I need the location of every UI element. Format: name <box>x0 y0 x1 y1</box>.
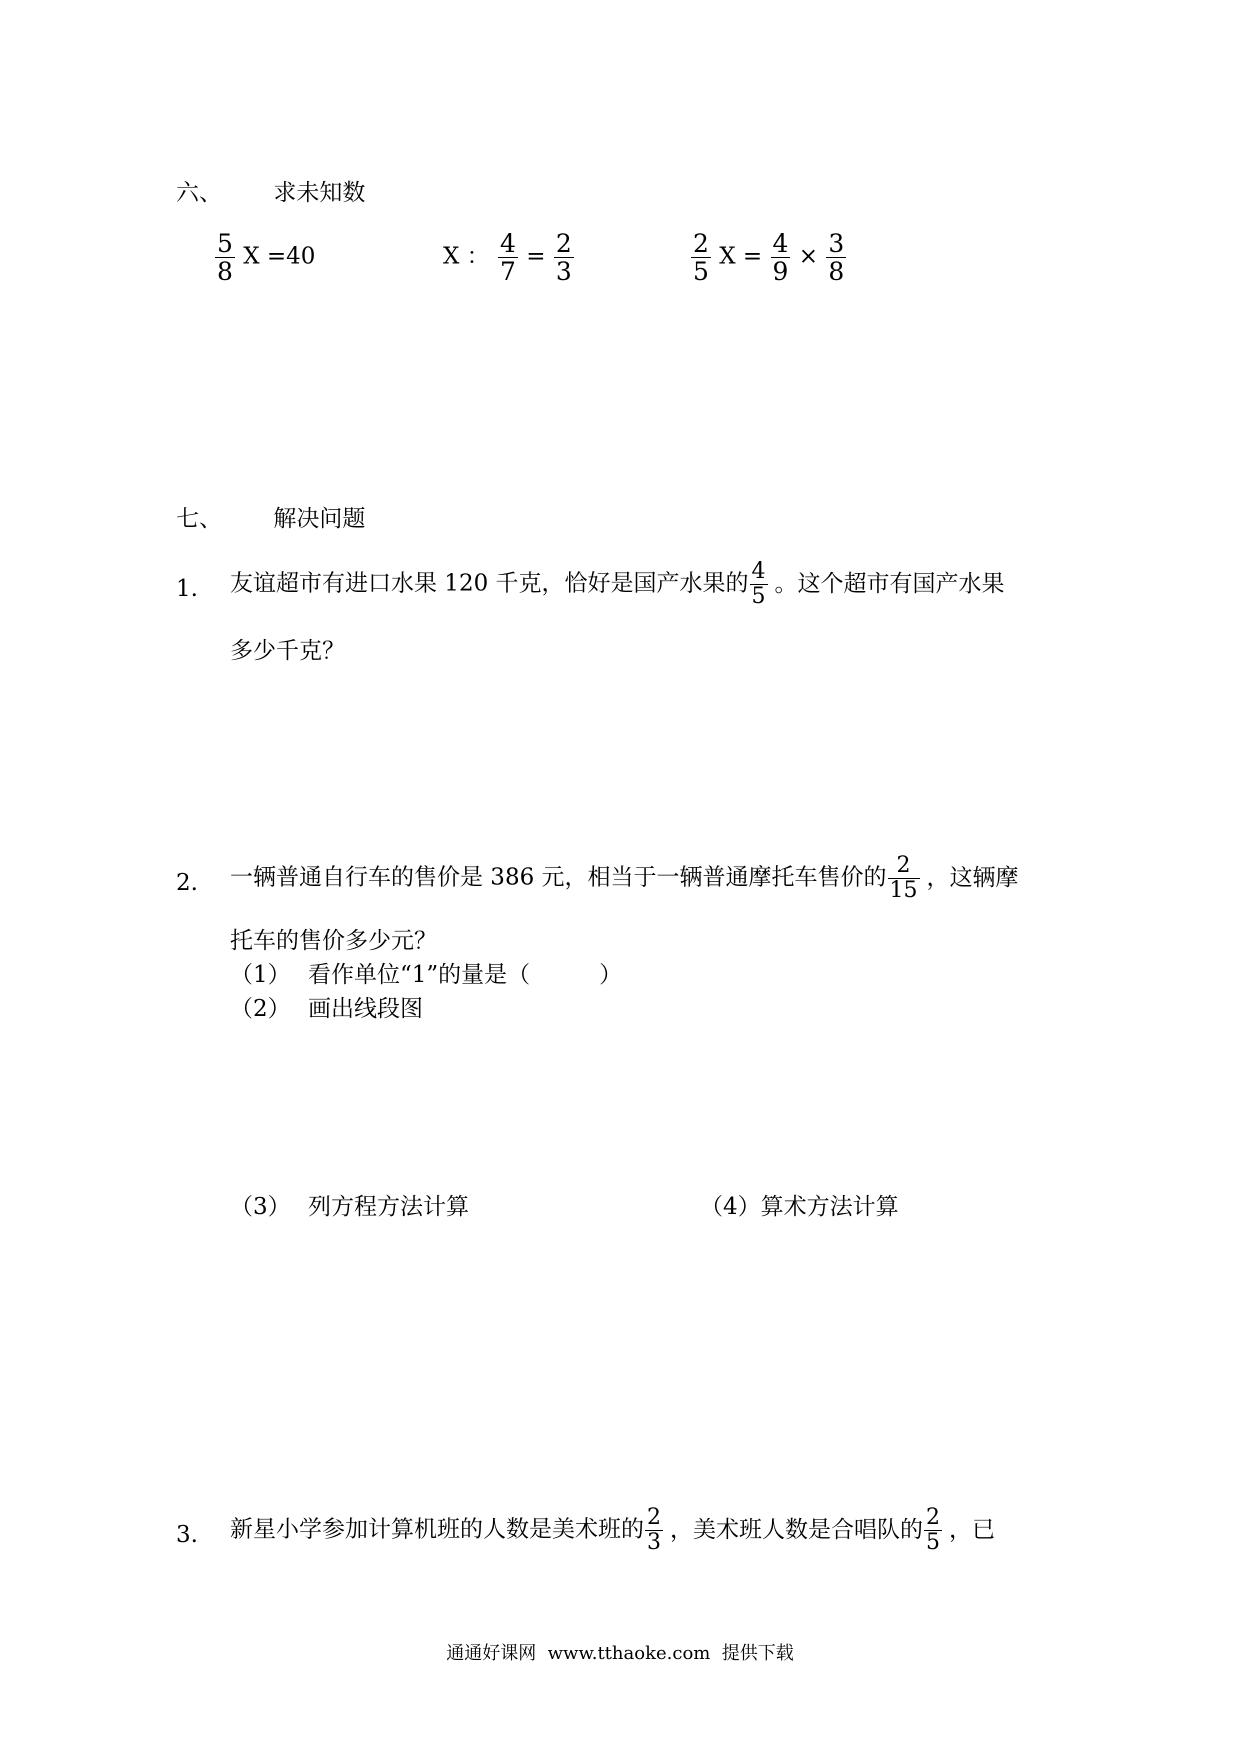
sub-text: 列方程方法计算 <box>307 1194 469 1220</box>
equation-text: × <box>798 243 818 270</box>
question-text: 友谊超市有进口水果 120 千克，恰好是国产水果的 <box>230 570 749 597</box>
equation-1 <box>214 230 315 285</box>
question-text: ，美术班人数是合唱队的 <box>670 1516 923 1543</box>
fraction: $\frac{2}{3}$ <box>555 229 572 286</box>
question-2-sub-4 <box>700 1192 899 1222</box>
fraction: $\frac{4}{5}$ <box>751 559 766 609</box>
question-2-sub-2 <box>230 994 423 1024</box>
equation-3 <box>690 230 847 285</box>
section-7-title: 解决问题 <box>273 506 366 532</box>
question-text: ，这辆摩 <box>926 864 1019 891</box>
sub-label: （1） <box>230 962 291 988</box>
fraction: $\frac{2}{5}$ <box>926 1505 940 1555</box>
fraction: $\frac{4}{7}$ <box>500 229 516 286</box>
question-1-line-1 <box>230 560 1005 609</box>
sub-text: 画出线段图 <box>307 996 423 1022</box>
section-6-heading <box>176 178 365 208</box>
question-1-line-2: 多少千克？ <box>230 638 345 664</box>
question-2-line-2: 托车的售价多少元？ <box>230 928 437 954</box>
fraction: $\frac{4}{9}$ <box>772 229 789 286</box>
section-7-heading <box>176 504 365 534</box>
question-text: 新星小学参加计算机班的人数是美术班的 <box>230 1516 644 1543</box>
question-3-line-1 <box>230 1506 995 1555</box>
question-text: ，已 <box>949 1516 995 1543</box>
page-footer: 通通好课网 www.tthaoke.com 提供下载 <box>446 1643 794 1664</box>
fraction: $\frac{5}{8}$ <box>217 229 233 286</box>
question-text: 一辆普通自行车的售价是 386 元，相当于一辆普通摩托车售价的 <box>230 864 887 891</box>
sub-text: 算术方法计算 <box>760 1194 899 1220</box>
equation-text: X =40 <box>243 243 316 270</box>
fraction: $\frac{2}{15}$ <box>889 853 918 903</box>
fraction: $\frac{2}{3}$ <box>647 1505 661 1555</box>
equation-text: X ： <box>443 243 490 270</box>
sub-label: （2） <box>230 996 291 1022</box>
sub-label: （3） <box>230 1194 291 1220</box>
section-6-title: 求未知数 <box>273 180 366 206</box>
question-3-index: 3. <box>176 1522 198 1548</box>
fraction: $\frac{2}{5}$ <box>693 229 709 286</box>
question-2-sub-1 <box>230 960 622 990</box>
section-7-number: 七、 <box>176 506 222 532</box>
section-6-number: 六、 <box>176 180 222 206</box>
equation-text: X = <box>719 243 763 270</box>
question-2-line-1 <box>230 854 1019 903</box>
question-2-sub-3 <box>230 1192 469 1222</box>
equation-2 <box>443 230 575 285</box>
sub-text: 看作单位“1”的量是（ ） <box>307 962 623 988</box>
question-text: 。这个超市有国产水果 <box>774 570 1005 597</box>
question-1-index: 1. <box>176 576 198 602</box>
sub-label: （4） <box>700 1194 761 1220</box>
fraction: $\frac{3}{8}$ <box>828 229 845 286</box>
equation-text: = <box>526 243 546 270</box>
question-2-index: 2. <box>176 870 198 896</box>
